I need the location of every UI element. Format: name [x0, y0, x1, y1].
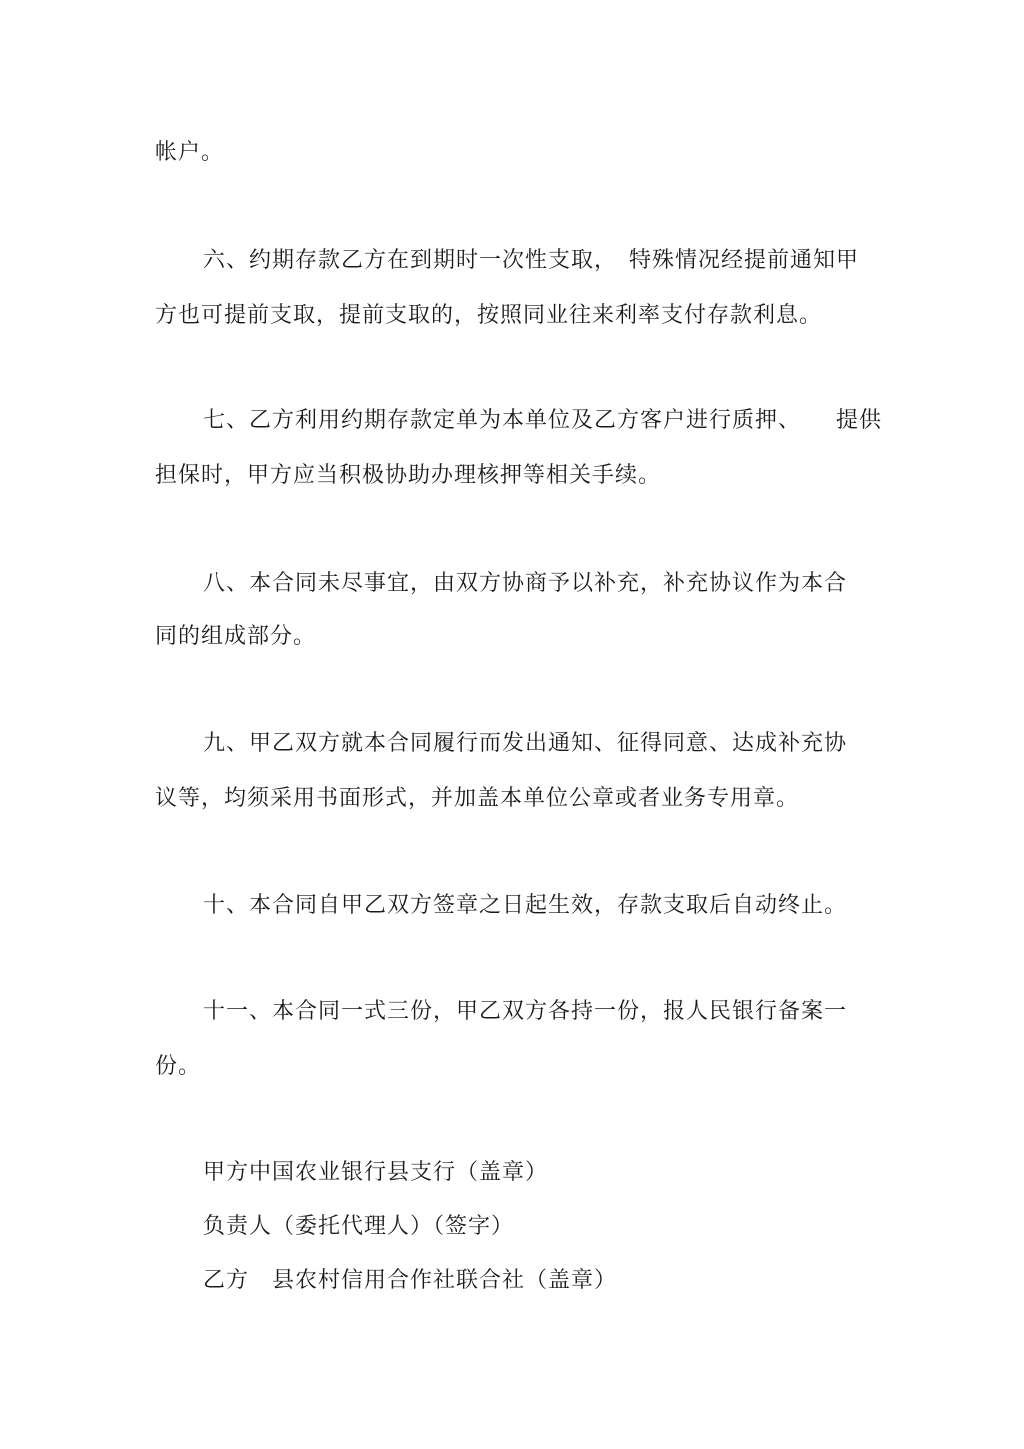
- clause-11-line-1: 十一、本合同一式三份，甲乙双方各持一份，报人民银行备案一: [203, 999, 848, 1024]
- clause-5-continuation: 帐户。: [155, 140, 225, 165]
- signature-party-b: 乙方 县农村信用合作社联合社（盖章）: [203, 1268, 618, 1293]
- clause-6-line-2: 方也可提前支取，提前支取的，按照同业往来利率支付存款利息。: [155, 303, 823, 328]
- signature-party-a: 甲方中国农业银行县支行（盖章）: [203, 1160, 549, 1185]
- signature-representative: 负责人（委托代理人）（签字）: [203, 1214, 515, 1239]
- clause-9-line-2: 议等，均须采用书面形式，并加盖本单位公章或者业务专用章。: [155, 786, 800, 811]
- clause-6-line-1: 六、约期存款乙方在到期时一次性支取， 特殊情况经提前通知甲: [203, 248, 860, 273]
- clause-9-line-1: 九、甲乙双方就本合同履行而发出通知、征得同意、达成补充协: [203, 731, 848, 756]
- clause-11-line-2: 份。: [155, 1054, 202, 1079]
- clause-8-line-1: 八、本合同未尽事宜，由双方协商予以补充，补充协议作为本合: [203, 571, 848, 596]
- clause-7-line-2: 担保时，甲方应当积极协助办理核押等相关手续。: [155, 463, 662, 488]
- clause-10-line-1: 十、本合同自甲乙双方签章之日起生效，存款支取后自动终止。: [203, 893, 848, 918]
- clause-7-line-1: 七、乙方利用约期存款定单为本单位及乙方客户进行质押、 提供: [203, 408, 883, 433]
- clause-8-line-2: 同的组成部分。: [155, 624, 317, 649]
